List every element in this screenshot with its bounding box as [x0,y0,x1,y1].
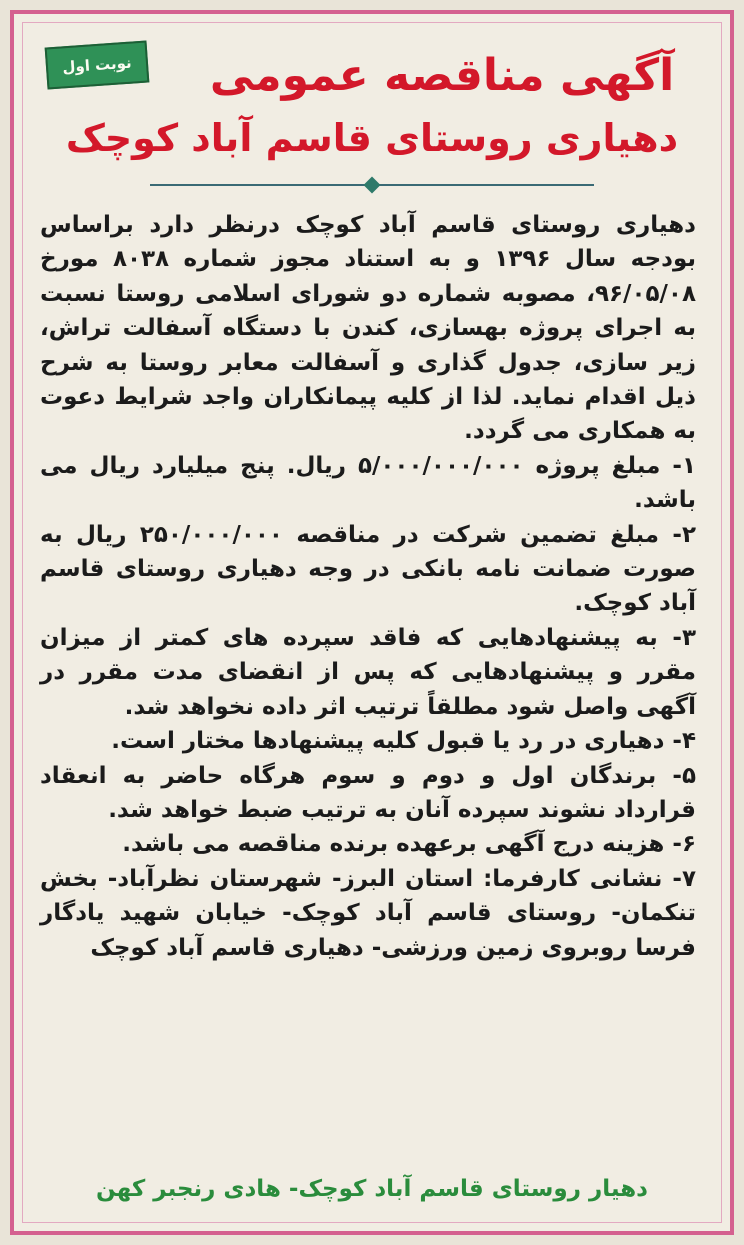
list-item-text: هزینه درج آگهی برعهده برنده مناقصه می باشد. [122,831,665,858]
list-item [40,449,696,518]
list-item [40,724,696,758]
list-item-number: ۱- [672,452,696,479]
notice-body [40,208,696,965]
list-item-text: مبلغ پروژه ۵/۰۰۰/۰۰۰/۰۰۰ ریال. پنج میلیارد ریال می باشد. [40,452,696,514]
list-item [40,518,696,621]
list-item-number: ۳- [672,624,696,651]
list-item-number: ۵- [672,762,696,789]
first-publication-badge: نوبت اول [45,40,150,89]
notice-subtitle: دهیاری روستای قاسم آباد کوچک [65,116,679,160]
list-item-text: دهیاری در رد یا قبول کلیه پیشنهادها مختار است. [111,728,665,755]
list-item-text: نشانی کارفرما: استان البرز- شهرستان نظرآباد- بخش تنکمان- روستای قاسم آباد کوچک- خیابان شهید یادگار فرسا روبروی زمین ورزشی- دهیاری قاسم آباد کوچک [40,865,696,961]
notice-title: آگهی مناقصه عمومی [209,50,675,101]
list-item [40,621,696,724]
list-item-number: ۷- [672,865,696,892]
list-item-number: ۲- [672,521,696,548]
signature-line: دهیار روستای قاسم آباد کوچک- هادی رنجبر کهن [96,1176,648,1202]
list-item-text: برندگان اول و دوم و سوم هرگاه حاضر به انعقاد قرارداد نشوند سپرده آنان به ترتیب ضبط خواهد شد. [40,762,696,823]
list-item [40,759,696,828]
list-item-number: ۶- [672,831,696,858]
list-item-number: ۴- [672,728,696,755]
list-item [40,862,696,965]
intro-paragraph: دهیاری روستای قاسم آباد کوچک درنظر دارد براساس بودجه سال ۱۳۹۶ و به استناد مجوز شماره ۸۰۳۸ مورخ ۹۶/۰۵/۰۸، مصوبه شماره دو شورای اسلامی روستا نسبت به اجرای پروژه بهسازی، کندن با دستگاه آسفالت تراش، زیر سازی، جدول گذاری و آسفالت معابر روستا به شرح ذیل اقدام نماید. لذا از کلیه پیمانکاران واجد شرایط دعوت به همکاری می گردد. [40,212,697,445]
list-item [40,827,696,861]
list-item-text: مبلغ تضمین شرکت در مناقصه ۲۵۰/۰۰۰/۰۰۰ ریال به صورت ضمانت نامه بانکی در وجه دهیاری روستای قاسم آباد کوچک. [40,521,696,617]
list-item-text: به پیشنهادهایی که فاقد سپرده های کمتر از میزان مقرر و پیشنهادهایی که پس از انقضای مدت مقرر در آگهی واصل شود مطلقاً ترتیب اثر داده نخواهد شد. [40,624,696,720]
